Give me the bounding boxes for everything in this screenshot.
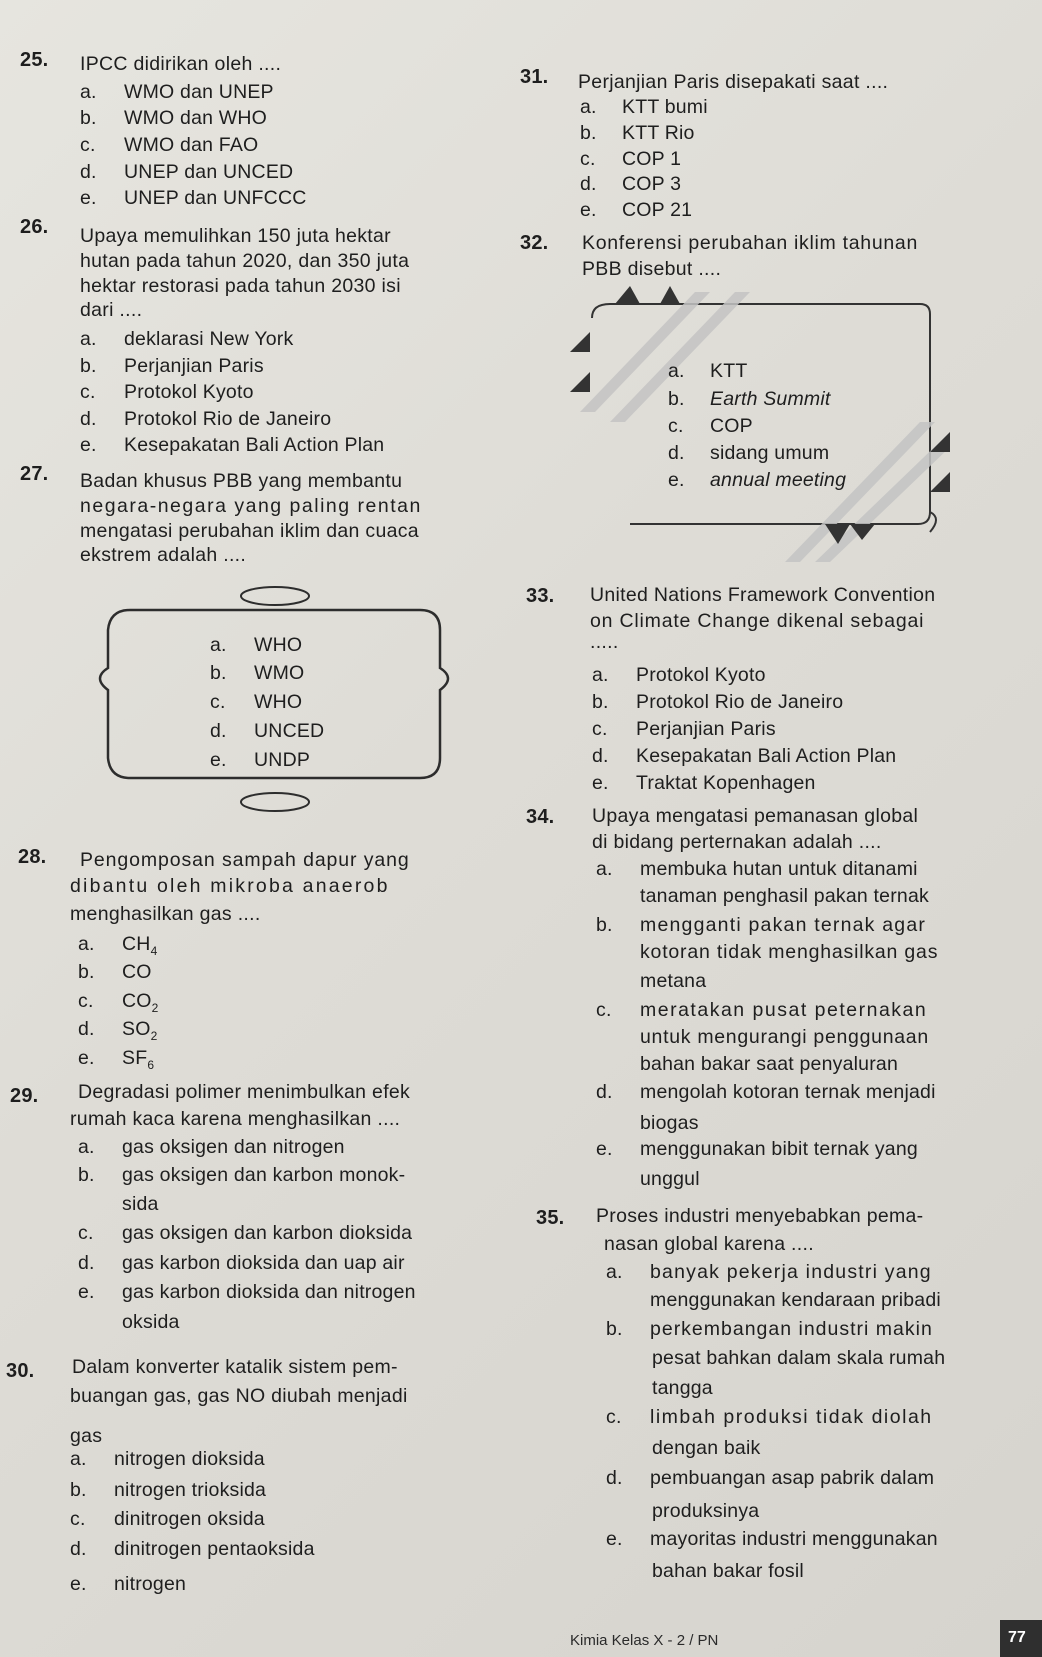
answer-option[interactable] [668,415,753,438]
option-letter: a. [596,858,613,880]
option-text: banyak pekerja industri yang [650,1261,932,1283]
option-letter: b. [210,662,227,684]
option-text-continuation: biogas [640,1112,699,1134]
answer-option[interactable] [596,914,926,937]
answer-option[interactable] [80,107,267,130]
question-text: hektar restorasi pada tahun 2030 isi [80,275,401,297]
question-number: 28. [18,846,47,868]
footer-book-title: Kimia Kelas X - 2 / PN [570,1632,719,1649]
option-text: UNEP dan UNCED [124,161,294,183]
frame-tab [930,472,950,492]
option-text-continuation: untuk mengurangi penggunaan [640,1026,929,1048]
options-frame-decoration [570,282,950,572]
option-text: UNCED [254,720,325,742]
option-letter: c. [78,1222,94,1244]
option-letter: d. [70,1538,87,1560]
option-text-continuation: unggul [640,1168,700,1190]
option-letter: a. [80,81,97,103]
question-text: United Nations Framework Convention [590,584,936,606]
option-letter: a. [592,664,609,686]
option-text: mengolah kotoran ternak menjadi [640,1081,936,1103]
option-text: COP 1 [622,148,682,170]
answer-option[interactable] [580,148,681,171]
option-letter: b. [70,1479,87,1501]
option-letter: a. [80,328,97,350]
answer-option[interactable] [78,1164,405,1187]
option-letter: b. [80,107,97,129]
answer-option[interactable] [80,434,384,457]
option-text: WMO [254,662,305,684]
option-letter: d. [80,408,97,430]
question-text: Badan khusus PBB yang membantu [80,470,403,492]
option-letter: d. [596,1081,613,1103]
question-text: gas [70,1425,103,1447]
answer-option[interactable] [580,96,708,119]
answer-option[interactable] [606,1261,932,1284]
question-number: 27. [20,463,49,485]
option-text: meratakan pusat peternakan [640,999,928,1021]
option-letter: a. [78,933,95,955]
option-letter: d. [78,1252,95,1274]
option-letter: e. [596,1138,613,1160]
answer-option[interactable] [78,1136,345,1159]
option-text: Kesepakatan Bali Action Plan [124,434,385,456]
option-text: gas karbon dioksida dan nitrogen [122,1281,416,1303]
question-text: Upaya memulihkan 150 juta hektar [80,225,391,247]
page-number-badge [1000,1620,1042,1657]
subscript: 6 [147,1058,155,1072]
option-letter: c. [80,134,96,156]
option-letter: d. [78,1018,95,1040]
question-text: on Climate Change dikenal sebagai [590,610,925,632]
option-text: WHO [254,634,303,656]
option-text: COP [710,415,753,437]
option-letter: b. [78,961,95,983]
answer-option[interactable] [580,173,681,196]
option-text: CH [122,933,151,955]
question-text: Proses industri menyebabkan pema- [596,1205,924,1227]
option-text: KTT [710,360,748,382]
answer-option[interactable] [596,858,918,881]
answer-option[interactable] [210,749,310,772]
option-text: nitrogen trioksida [114,1479,267,1501]
option-text: WMO dan FAO [124,134,259,156]
frame-tab [660,286,680,304]
option-text: COP 21 [622,199,693,221]
option-text: nitrogen dioksida [114,1448,265,1470]
option-letter: d. [80,161,97,183]
question-text: nasan global karena .... [604,1233,814,1255]
answer-option[interactable] [80,408,331,431]
option-letter: b. [606,1318,623,1340]
option-text: Perjanjian Paris [124,355,264,377]
option-text: Earth Summit [710,388,831,410]
option-letter: e. [80,434,97,456]
frame-corner-curl-bottom [930,512,936,532]
option-text: CO [122,990,152,1012]
option-letter: e. [592,772,609,794]
option-letter: c. [606,1406,622,1428]
option-text: sidang umum [710,442,830,464]
answer-option[interactable] [80,81,274,104]
answer-option[interactable] [668,469,846,492]
question-number: 30. [6,1360,35,1382]
question-text: Konferensi perubahan iklim tahunan [582,232,919,254]
answer-option[interactable] [78,1018,157,1043]
subscript: 2 [150,1029,158,1043]
option-text: Kesepakatan Bali Action Plan [636,745,897,767]
answer-option[interactable] [210,662,304,685]
answer-option[interactable] [78,1047,154,1072]
option-text-continuation: produksinya [652,1500,760,1522]
answer-option[interactable] [78,1252,405,1275]
diagonal-stripes [580,292,950,562]
question-text: IPCC didirikan oleh .... [80,53,282,75]
answer-option[interactable] [606,1318,933,1341]
question-text: Degradasi polimer menimbulkan efek [78,1081,411,1103]
option-letter: d. [210,720,227,742]
option-letter: a. [70,1448,87,1470]
answer-option[interactable] [592,772,816,795]
question-number: 31. [520,66,549,88]
option-letter: e. [580,199,597,221]
question-text: menghasilkan gas .... [70,903,261,925]
option-letter: a. [606,1261,623,1283]
option-letter: d. [606,1467,623,1489]
option-text-continuation: menggunakan kendaraan pribadi [650,1289,941,1311]
option-letter: e. [210,749,227,771]
option-letter: b. [580,122,597,144]
option-letter: d. [592,745,609,767]
answer-option[interactable] [606,1467,934,1490]
option-letter: c. [70,1508,86,1530]
frame-tab [570,332,590,352]
question-number: 26. [20,216,49,238]
answer-option[interactable] [668,360,747,383]
answer-option[interactable] [592,691,843,714]
option-text: Protokol Rio de Janeiro [124,408,332,430]
frame-tab [930,432,950,452]
answer-option[interactable] [70,1448,265,1471]
question-text: negara-negara yang paling rentan [80,495,422,517]
question-text: dibantu oleh mikroba anaerob [70,875,390,897]
answer-option[interactable] [70,1479,266,1502]
option-text: SF [122,1047,148,1069]
question-text: Dalam konverter katalik sistem pem- [72,1356,398,1378]
answer-option[interactable] [70,1573,186,1596]
question-text: ..... [590,631,619,653]
answer-option[interactable] [592,745,896,768]
option-text-continuation: kotoran tidak menghasilkan gas [640,941,939,963]
option-text: mengganti pakan ternak agar [640,914,927,936]
option-letter: c. [668,415,684,437]
question-text: PBB disebut .... [582,258,722,280]
option-text: Protokol Kyoto [636,664,766,686]
option-text-continuation: pesat bahkan dalam skala rumah [652,1347,946,1369]
option-text: UNDP [254,749,311,771]
option-text: membuka hutan untuk ditanami [640,858,918,880]
option-letter: c. [596,999,612,1021]
question-text: mengatasi perubahan iklim dan cuaca [80,520,419,542]
option-letter: e. [78,1281,95,1303]
answer-option[interactable] [80,134,258,157]
option-text: WMO dan WHO [124,107,268,129]
option-letter: b. [596,914,613,936]
option-letter: e. [668,469,685,491]
question-number: 35. [536,1207,565,1229]
option-text: WMO dan UNEP [124,81,274,103]
answer-option[interactable] [606,1528,938,1551]
answer-option[interactable] [210,634,302,657]
question-text: Upaya mengatasi pemanasan global [592,805,919,827]
option-text: annual meeting [710,469,847,491]
option-text: gas oksigen dan karbon monok- [122,1164,406,1186]
option-letter: a. [78,1136,95,1158]
option-letter: b. [592,691,609,713]
answer-option[interactable] [70,1508,265,1531]
option-letter: e. [70,1573,87,1595]
answer-option[interactable] [78,1222,412,1245]
subscript: 2 [151,1001,159,1015]
option-text: gas karbon dioksida dan uap air [122,1252,405,1274]
option-letter: e. [78,1047,95,1069]
option-letter: a. [580,96,597,118]
question-text: hutan pada tahun 2020, dan 350 juta [80,250,410,272]
question-number: 32. [520,232,549,254]
question-number: 34. [526,806,555,828]
page-number: 77 [1008,1629,1026,1646]
option-letter: c. [80,381,96,403]
answer-option[interactable] [668,388,831,411]
answer-option[interactable] [668,442,829,465]
answer-option[interactable] [78,933,157,958]
answer-option[interactable] [210,720,324,743]
frame-tab [615,286,640,304]
option-letter: d. [668,442,685,464]
option-text-continuation: tangga [652,1377,713,1399]
option-text: CO [122,961,152,983]
option-text: gas oksigen dan nitrogen [122,1136,345,1158]
question-number: 33. [526,585,555,607]
option-letter: b. [668,388,685,410]
option-text: SO [122,1018,151,1040]
option-text: mayoritas industri menggunakan [650,1528,938,1550]
answer-option[interactable] [80,381,254,404]
answer-option[interactable] [80,355,264,378]
option-text: Protokol Rio de Janeiro [636,691,844,713]
answer-option[interactable] [592,664,766,687]
answer-option[interactable] [596,999,927,1022]
option-text: UNEP dan UNFCCC [124,187,307,209]
option-text: nitrogen [114,1573,187,1595]
option-text: dinitrogen pentaoksida [114,1538,315,1560]
scroll-bottom-ornament [241,793,309,811]
option-text: gas oksigen dan karbon dioksida [122,1222,413,1244]
answer-option[interactable] [80,187,307,210]
answer-option[interactable] [596,1138,918,1161]
frame-tab [570,372,590,392]
answer-option[interactable] [592,718,776,741]
option-letter: c. [210,691,226,713]
option-letter: a. [210,634,227,656]
subscript: 4 [150,944,158,958]
answer-option[interactable] [210,691,302,714]
option-text: deklarasi New York [124,328,294,350]
option-letter: e. [606,1528,623,1550]
answer-option[interactable] [78,990,159,1015]
option-text-continuation: tanaman penghasil pakan ternak [640,885,929,907]
option-text-continuation: bahan bakar fosil [652,1560,804,1582]
option-text: KTT bumi [622,96,708,118]
option-text: WHO [254,691,303,713]
option-letter: c. [78,990,94,1012]
option-letter: b. [80,355,97,377]
answer-option[interactable] [606,1406,933,1429]
option-text: pembuangan asap pabrik dalam [650,1467,935,1489]
option-text-continuation: metana [640,970,707,992]
option-text: menggunakan bibit ternak yang [640,1138,918,1160]
question-text: buangan gas, gas NO diubah menjadi [70,1385,408,1407]
question-number: 25. [20,49,49,71]
option-text: limbah produksi tidak diolah [650,1406,933,1428]
option-text: perkembangan industri makin [650,1318,933,1340]
option-text: Traktat Kopenhagen [636,772,816,794]
question-text: dari .... [80,299,143,321]
option-text: COP 3 [622,173,682,195]
answer-option[interactable] [580,199,692,222]
option-text: dinitrogen oksida [114,1508,265,1530]
option-text-continuation: oksida [122,1311,180,1333]
option-text-continuation: bahan bakar saat penyaluran [640,1053,899,1075]
option-letter: d. [580,173,597,195]
answer-option[interactable] [78,1281,416,1304]
answer-option[interactable] [78,961,152,984]
question-text: ekstrem adalah .... [80,544,247,566]
answer-option[interactable] [80,161,293,184]
option-letter: c. [580,148,596,170]
answer-option[interactable] [596,1081,936,1104]
frame-corner-curl [592,304,610,318]
option-letter: e. [80,187,97,209]
question-text: rumah kaca karena menghasilkan .... [70,1108,401,1130]
option-letter: a. [668,360,685,382]
option-text: KTT Rio [622,122,695,144]
option-text: Protokol Kyoto [124,381,254,403]
question-text: di bidang perternakan adalah .... [592,831,882,853]
option-text: Perjanjian Paris [636,718,776,740]
answer-option[interactable] [70,1538,315,1561]
question-text: Perjanjian Paris disepakati saat .... [578,71,889,93]
question-number: 29. [10,1085,39,1107]
option-text-continuation: sida [122,1193,159,1215]
scroll-top-ornament [241,587,309,605]
question-text: Pengomposan sampah dapur yang [80,849,410,871]
option-letter: c. [592,718,608,740]
option-text-continuation: dengan baik [652,1437,761,1459]
option-letter: b. [78,1164,95,1186]
answer-option[interactable] [80,328,293,351]
answer-option[interactable] [580,122,695,145]
